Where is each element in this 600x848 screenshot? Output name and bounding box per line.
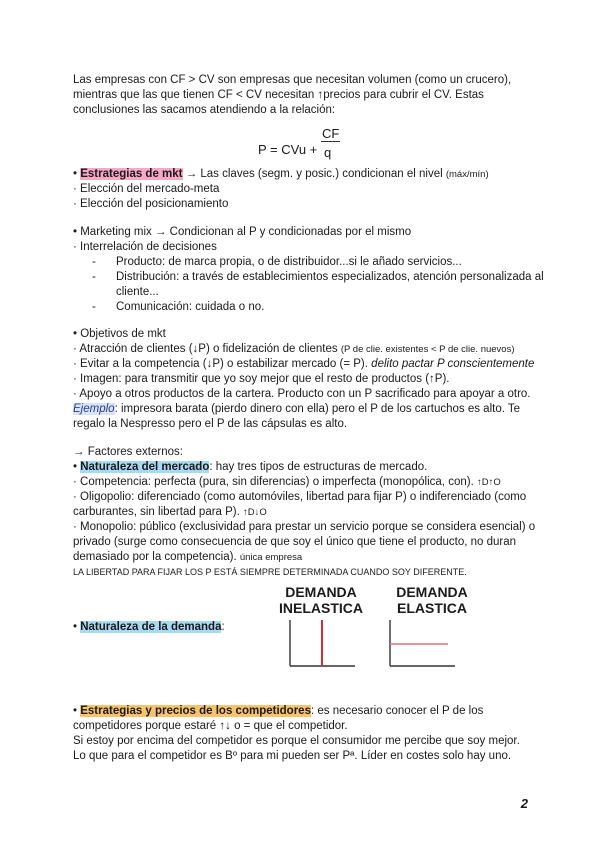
example-line: regalo la Nespresso pero el P de las cápsulas es alto. [73, 418, 348, 430]
list-item: · Interrelación de decisiones [73, 241, 217, 253]
formula-denominator: q [324, 145, 332, 160]
list-item: · Monopolio: público (exclusividad para prestar un servicio porque se considera esencial) o [73, 521, 536, 533]
list-item: - Producto: de marca propia, o de distribuidor...si le añado servicios... [92, 256, 462, 268]
list-item: privado (surge como consecuencia de que soy el único que tiene el producto, no duran [73, 536, 517, 548]
section-estrategias-mkt: • Estrategias de mkt → Las claves (segm. y posic.) condicionan el nivel (máx/mín) [73, 168, 489, 180]
competidores-line: • Estrategias y precios de los competidores: es necesario conocer el P de los [73, 705, 484, 717]
competidores-line-2: competidores porque estaré ↑↓ o = que el competidor. [73, 720, 348, 732]
intro-line-3: conclusiones las sacamos atendiendo a la relación: [73, 104, 336, 116]
list-item: · Elección del posicionamiento [73, 198, 229, 210]
formula-lhs: P = CVu + [258, 142, 318, 157]
list-item: - Distribución: a través de establecimientos especializados, atención personalizada al [92, 271, 544, 283]
formula-numerator: CF [322, 126, 340, 141]
highlight-estrategias-mkt: Estrategias de mkt [80, 168, 183, 180]
highlight-competidores: Estrategias y precios de los competidores [80, 705, 311, 717]
highlight-naturaleza-demanda: Naturaleza de la demanda [80, 621, 222, 633]
section-marketing-mix: • Marketing mix → Condicionan al P y condicionadas por el mismo [73, 226, 412, 238]
chart-title-inelastic-2: INELASTICA [279, 600, 363, 616]
chart-title-elastic-1: DEMANDA [396, 584, 468, 600]
highlight-naturaleza-mercado: Naturaleza del mercado [80, 461, 210, 473]
list-item: · Apoyo a otros productos de la cartera. Producto con un P sacrificado para apoyar a otro. [73, 388, 531, 400]
chart-title-elastic-2: ELASTICA [397, 600, 467, 616]
section-objetivos-mkt: • Objetivos de mkt [73, 328, 166, 340]
list-item: - Comunicación: cuidada o no. [92, 301, 265, 313]
chart-title-inelastic-1: DEMANDA [285, 584, 357, 600]
demand-diagrams [265, 580, 485, 680]
page-number: 2 [520, 796, 528, 811]
list-item: · Competencia: perfecta (pura, sin diferencias) o imperfecta (monopólica, con). ↑D↑O [73, 476, 501, 488]
caps-note: LA LIBERTAD PARA FIJAR LOS P ESTÁ SIEMPRE DETERMINADA CUANDO SOY DIFERENTE. [73, 567, 467, 577]
intro-line-2: mientras que las que tienen CF < CV necesitan ↑precios para cubrir el CV. Estas [73, 89, 484, 101]
section-factores-externos: → Factores externos: [73, 446, 183, 458]
list-item: demasiado por la competencia). única empresa [73, 551, 303, 563]
list-item-continued: cliente... [116, 286, 159, 298]
list-item: · Imagen: para transmitir que yo soy mejor que el resto de productos (↑P). [73, 373, 450, 385]
list-item: · Atracción de clientes (↓P) o fidelización de clientes (P de clie. existentes < P de clie. nuevos) [73, 343, 515, 355]
list-item: · Elección del mercado-meta [73, 183, 220, 195]
list-item: · Evitar a la competencia (↓P) o estabilizar mercado (= P). delito pactar P conscientemente [73, 358, 535, 370]
list-item: · Oligopolio: diferenciado (como automóviles, libertad para fijar P) o indiferenciado (como [73, 491, 527, 503]
example-line: Ejemplo: impresora barata (pierdo dinero con ella) pero el P de los cartuchos es alto. Te [73, 403, 521, 415]
list-item: carburantes, sin libertad para P). ↑D↓O [73, 506, 267, 518]
intro-line-1: Las empresas con CF > CV son empresas que necesitan volumen (como un crucero), [73, 74, 512, 86]
demand-charts-svg [265, 580, 485, 680]
competidores-line-3: Si estoy por encima del competidor es porque el consumidor me percibe que soy mejor. [73, 735, 520, 747]
example-label: Ejemplo [73, 403, 115, 415]
naturaleza-demanda-line: • Naturaleza de la demanda: [73, 621, 225, 633]
competidores-line-4: Lo que para el competidor es Bº para mi pueden ser Pª. Líder en costes solo hay uno. [73, 750, 512, 762]
naturaleza-mercado-line: • Naturaleza del mercado: hay tres tipos de estructuras de mercado. [73, 461, 428, 473]
